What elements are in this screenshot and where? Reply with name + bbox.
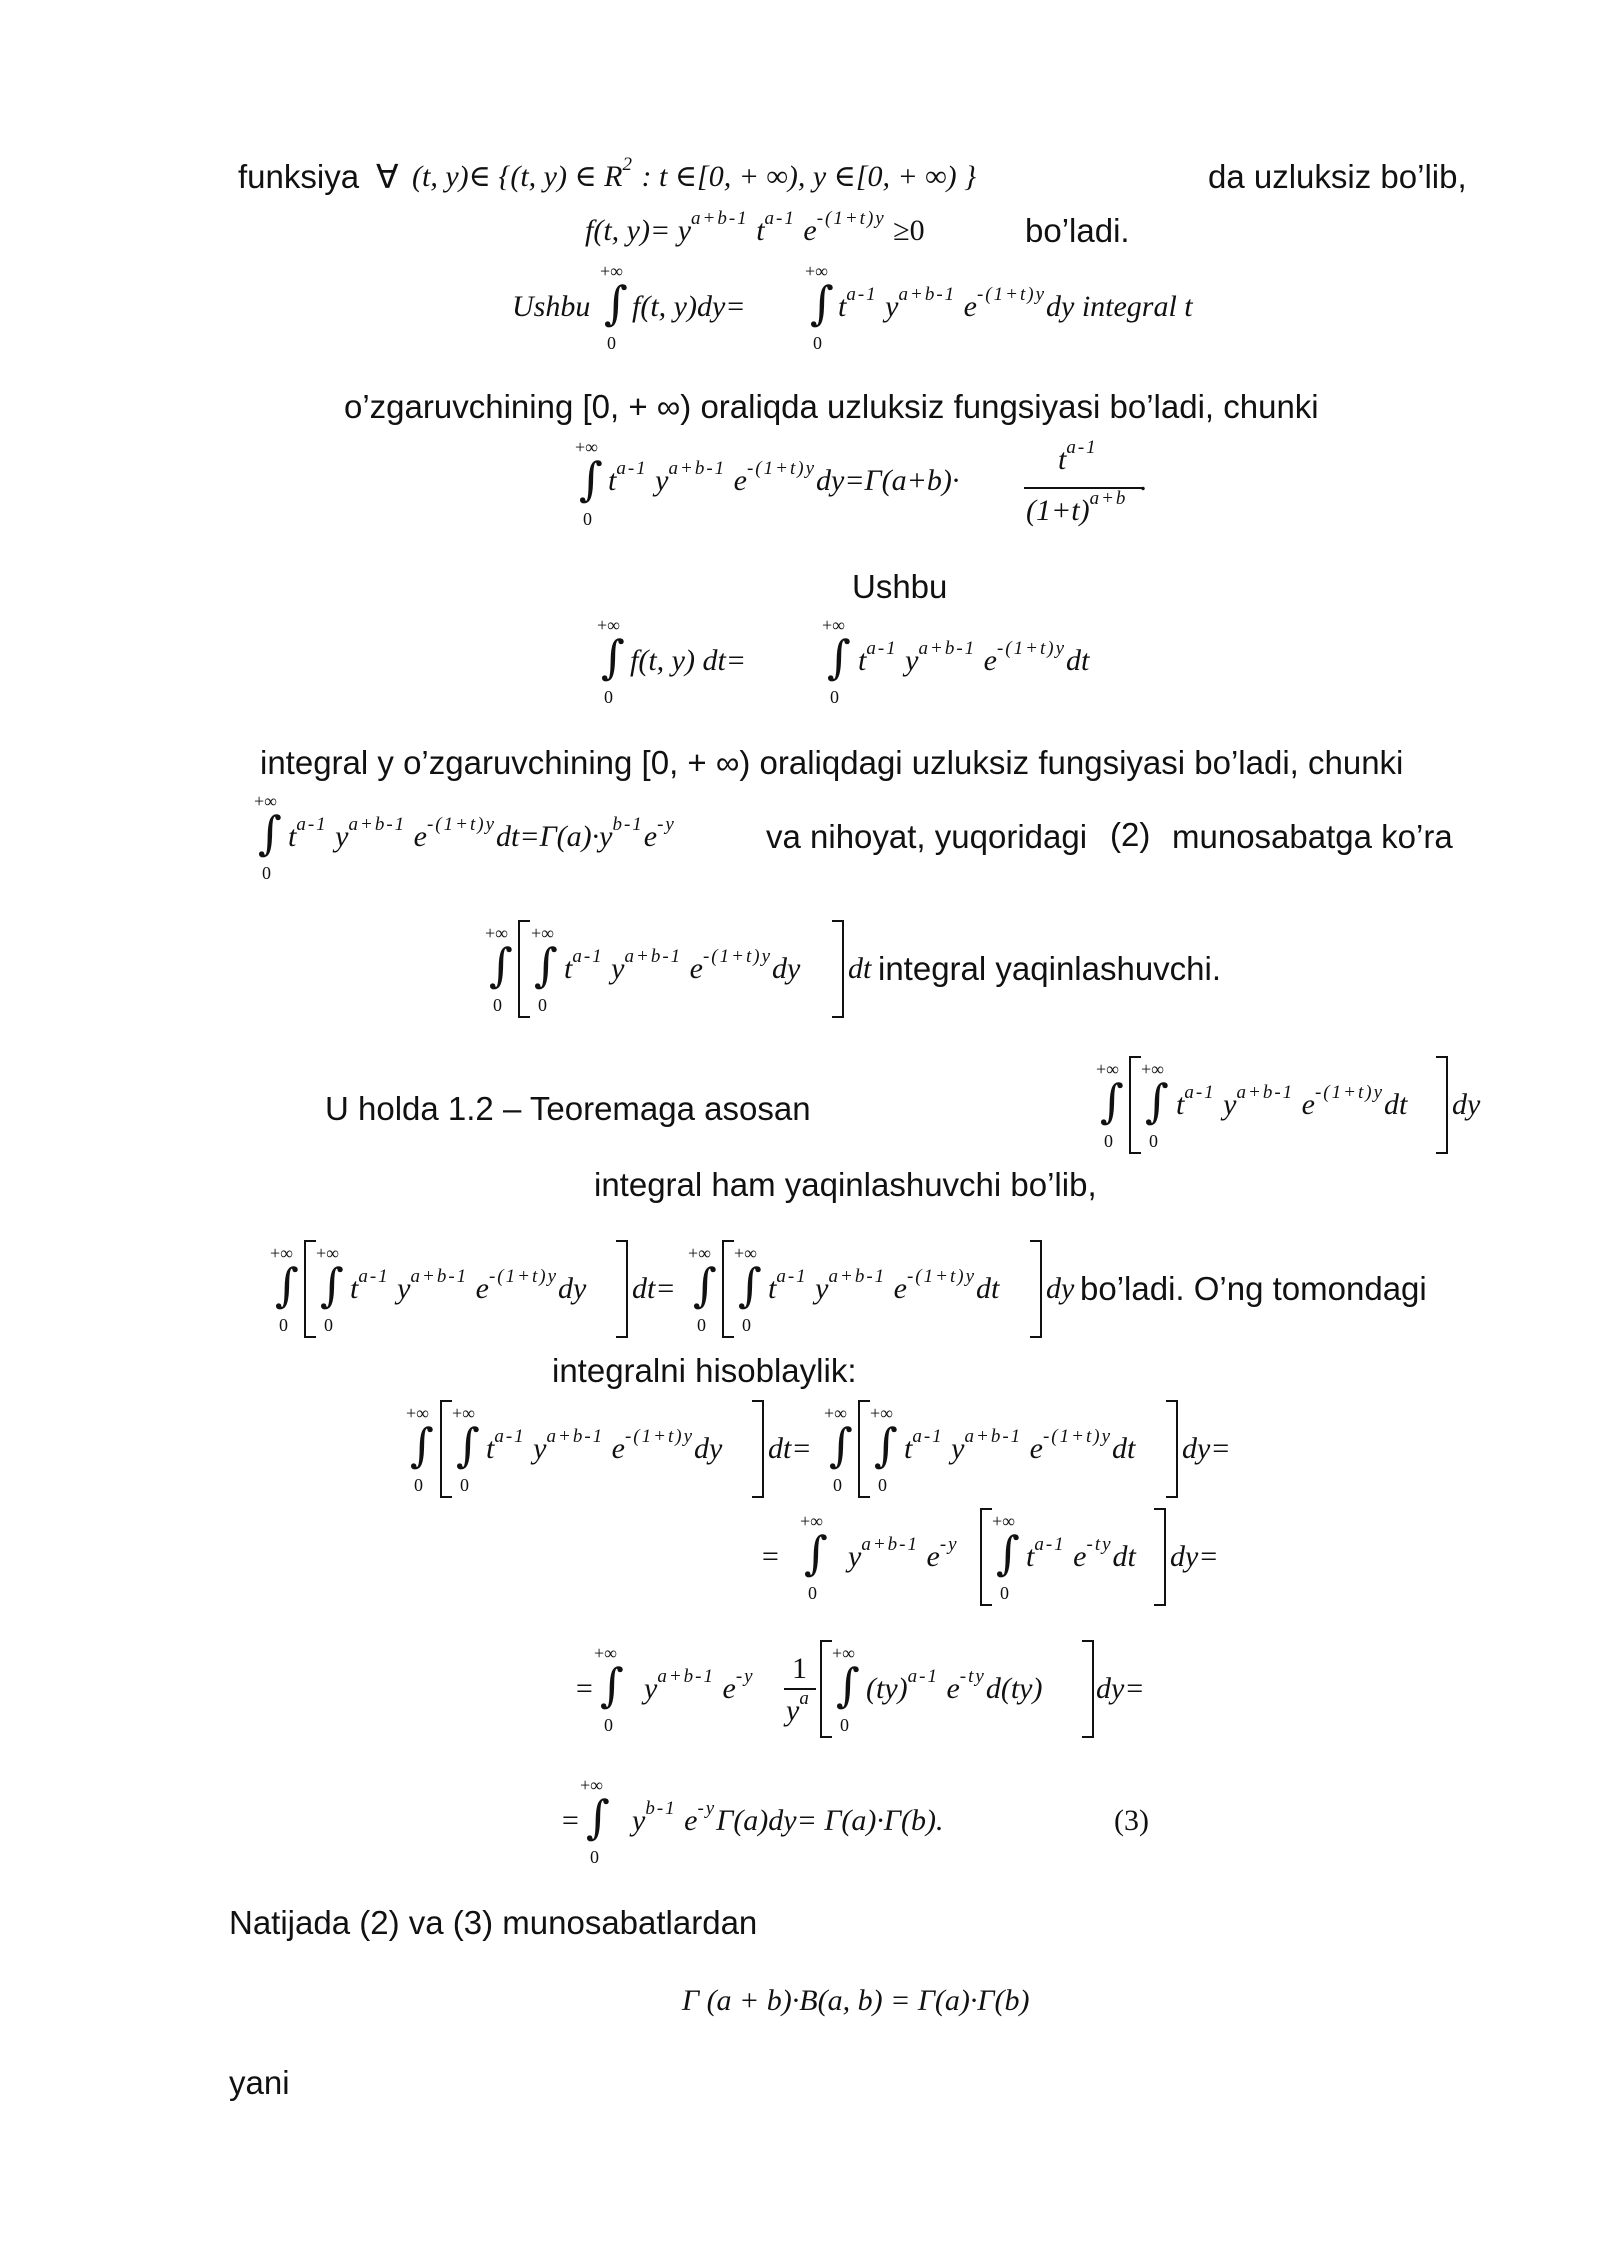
paragraph-line: integral ham yaqinlashuvchi bo’lib, [594,1166,1097,1203]
limit-upper: +∞ [688,1243,711,1263]
limit-upper: +∞ [270,1243,293,1263]
math-domain: (t, y)∈ {(t, y) ∈ $R^2$ : t ∈[0, + ∞), y ∈[0, + ∞) } [412,153,977,193]
right-bracket [1082,1640,1094,1738]
limit-upper: +∞ [822,615,845,635]
math-beta-gamma-relation: Γ (a + b)·B(a, b) = Γ(a)·Γ(b) [682,1984,1030,2017]
integral-sign: ∫ [258,806,282,860]
math-equals: = [574,1672,595,1705]
integral-sign: ∫ [693,1258,717,1312]
fraction-numerator: $t^{a-1}$ [1058,436,1098,476]
limit-lower: 0 [590,1847,599,1867]
integral-sign: ∫ [586,1790,610,1844]
limit-upper: +∞ [1141,1059,1164,1079]
right-bracket [1166,1400,1178,1498]
right-bracket [1154,1508,1166,1606]
math-dyeq: dy= [1096,1672,1145,1705]
equation-number: (3) [1114,1804,1149,1837]
integral-sign: ∫ [456,1418,480,1472]
left-bracket [1129,1056,1141,1154]
right-bracket [1030,1240,1042,1338]
math-equals: = [760,1540,781,1573]
text-yani: yani [229,2064,290,2101]
text-funksiya: funksiya [238,158,360,195]
math-integrand-1: $t^{a-1}$ $y^{a+b-1}$ $e^{-(1+t)y}dy$ integral t [838,283,1193,323]
limit-lower: 0 [1149,1131,1158,1151]
limit-upper: +∞ [870,1403,893,1423]
limit-upper: +∞ [734,1243,757,1263]
math-dyeq: dy= [1182,1432,1231,1465]
paragraph-line: U holda 1.2 – Teoremaga asosan [325,1090,811,1127]
limit-lower: 0 [460,1475,469,1495]
paragraph-line: integral y o’zgaruvchining [0, + ∞) oraliqdagi uzluksiz fungsiyasi bo’ladi, chunki [260,744,1404,781]
limit-lower: 0 [583,509,592,529]
math-dy: dy [1046,1272,1075,1305]
fraction-denominator: $y^a$ [786,1687,811,1727]
math-equals: = [560,1804,581,1837]
limit-lower: 0 [878,1475,887,1495]
math-integrand-6: $t^{a-1}$ $y^{a+b-1}$ $e^{-(1+t)y}dt$ [1176,1081,1408,1121]
left-bracket [858,1400,870,1498]
fraction-denominator: $(1+t)^{a+b}$ [1026,487,1128,527]
math-integrand-9: $t^{a-1}$ $y^{a+b-1}$ $e^{-(1+t)y}dy$ [486,1425,723,1465]
integral-sign: ∫ [579,452,603,506]
forall-symbol: ∀ [376,158,399,195]
left-bracket [980,1508,992,1606]
left-bracket [304,1240,316,1338]
math-dteq: dt= [632,1272,676,1305]
integral-sign: ∫ [996,1526,1020,1580]
integral-sign: ∫ [810,276,834,330]
limit-lower: 0 [262,863,271,883]
limit-upper: +∞ [485,923,508,943]
limit-lower: 0 [833,1475,842,1495]
paragraph-line: Natijada (2) va (3) munosabatlardan [229,1904,758,1941]
limit-upper: +∞ [1096,1059,1119,1079]
limit-upper: +∞ [800,1511,823,1531]
math-outer-factor: $y^{a+b-1}$ $e^{-y}$ [848,1533,959,1573]
math-f-definition: f(t, $y)= y^{a+b-1}$ $t^{a-1}$ $e^{-(1+t)y} \ge 0$ [585,207,925,247]
math-dt: dt [848,952,872,985]
math-integrand-4: $t^{a-1}$ $y^{a+b-1}$ $e^{-(1+t)y}dt=\Gamma(a)\cdot y^{b-1}e^{-y}$ [288,813,676,853]
equation-ref: (2) [1110,816,1151,853]
text-yaqinlashuvchi: integral yaqinlashuvchi. [878,950,1222,987]
integral-sign: ∫ [600,1658,624,1712]
limit-upper: +∞ [452,1403,475,1423]
limit-lower: 0 [1000,1583,1009,1603]
left-bracket [440,1400,452,1498]
math-final-integral: $y^{b-1}$ $e^{-y}\Gamma(a)dy= \Gamma(a)\cdot\Gamma(b)$. [632,1797,944,1837]
math-integrand-8: $t^{a-1}$ $y^{a+b-1}$ $e^{-(1+t)y}dt$ [768,1265,1000,1305]
math-dy: dy [1452,1088,1481,1121]
right-bracket [752,1400,764,1498]
math-dyeq: dy= [1170,1540,1219,1573]
math-outer-factor: $y^{a+b-1}$ $e^{-y}$ [644,1665,755,1705]
limit-upper: +∞ [531,923,554,943]
math-dteq: dt= [768,1432,812,1465]
integral-sign: ∫ [827,630,851,684]
limit-upper: +∞ [824,1403,847,1423]
integral-sign: ∫ [1145,1074,1169,1128]
text-va-nihoyat: va nihoyat, yuqoridagi [766,818,1088,855]
integral-sign: ∫ [829,1418,853,1472]
integral-sign: ∫ [804,1526,828,1580]
right-bracket [832,920,844,1018]
text-continuous: da uzluksiz bo’lib, [1208,158,1467,195]
integral-sign: ∫ [738,1258,762,1312]
math-inner-integrand: (ty)$^{a-1}$ $e^{-ty}d(ty)$ [866,1665,1043,1705]
left-bracket [820,1640,832,1738]
paragraph-line: integralni hisoblaylik: [552,1352,857,1389]
limit-lower: 0 [808,1583,817,1603]
limit-lower: 0 [279,1315,288,1335]
limit-upper: +∞ [575,437,598,457]
limit-lower: 0 [324,1315,333,1335]
limit-upper: +∞ [597,615,620,635]
limit-upper: +∞ [832,1643,855,1663]
math-integrand-5: $t^{a-1}$ $y^{a+b-1}$ $e^{-(1+t)y}dy$ [564,945,801,985]
limit-upper: +∞ [805,261,828,281]
limit-lower: 0 [830,687,839,707]
text-boladi: bo’ladi. [1025,212,1130,249]
limit-lower: 0 [607,333,616,353]
integral-sign: ∫ [836,1658,860,1712]
math-inner-integrand: $t^{a-1}$ $e^{-ty}dt$ [1026,1533,1136,1573]
math-ushbu: Ushbu [512,290,591,323]
integral-sign: ∫ [534,938,558,992]
limit-lower: 0 [538,995,547,1015]
right-bracket [616,1240,628,1338]
limit-upper: +∞ [580,1775,603,1795]
math-integrand-7: $t^{a-1}$ $y^{a+b-1}$ $e^{-(1+t)y}dy$ [350,1265,587,1305]
text-ong-tomondagi: bo’ladi. O’ng tomondagi [1080,1270,1427,1307]
fraction-numerator: 1 [792,1652,807,1685]
limit-lower: 0 [414,1475,423,1495]
integral-sign: ∫ [1100,1074,1124,1128]
integral-sign: ∫ [874,1418,898,1472]
limit-lower: 0 [604,1715,613,1735]
limit-lower: 0 [697,1315,706,1335]
left-bracket [518,920,530,1018]
right-bracket [1436,1056,1448,1154]
limit-lower: 0 [840,1715,849,1735]
limit-upper: +∞ [594,1643,617,1663]
limit-upper: +∞ [254,791,277,811]
integral-sign: ∫ [601,630,625,684]
integral-sign: ∫ [320,1258,344,1312]
integral-sign: ∫ [604,276,628,330]
limit-lower: 0 [742,1315,751,1335]
limit-lower: 0 [493,995,502,1015]
integral-sign: ∫ [410,1418,434,1472]
limit-lower: 0 [604,687,613,707]
integral-sign: ∫ [275,1258,299,1312]
limit-upper: +∞ [406,1403,429,1423]
text-munosabatga: munosabatga ko’ra [1172,818,1453,855]
text-ushbu: Ushbu [852,568,948,605]
math-integrand-3: $t^{a-1}$ $y^{a+b-1}$ $e^{-(1+t)y}dt$ [858,637,1090,677]
math-integrand-10: $t^{a-1}$ $y^{a+b-1}$ $e^{-(1+t)y}dt$ [904,1425,1136,1465]
math-integral-1: f(t, y)dy= [632,290,746,323]
left-bracket [722,1240,734,1338]
limit-upper: +∞ [600,261,623,281]
limit-upper: +∞ [992,1511,1015,1531]
limit-lower: 0 [813,333,822,353]
integral-sign: ∫ [489,938,513,992]
limit-lower: 0 [1104,1131,1113,1151]
math-integral-2: f(t, y) dt= [630,644,747,677]
period: . [1140,464,1148,497]
limit-upper: +∞ [316,1243,339,1263]
math-integrand-2: $t^{a-1}$ $y^{a+b-1}$ $e^{-(1+t)y}dy=\Gamma(a+b)\cdot$ [608,457,960,497]
paragraph-line: o’zgaruvchining [0, + ∞) oraliqda uzluksiz fungsiyasi bo’ladi, chunki [344,388,1319,425]
